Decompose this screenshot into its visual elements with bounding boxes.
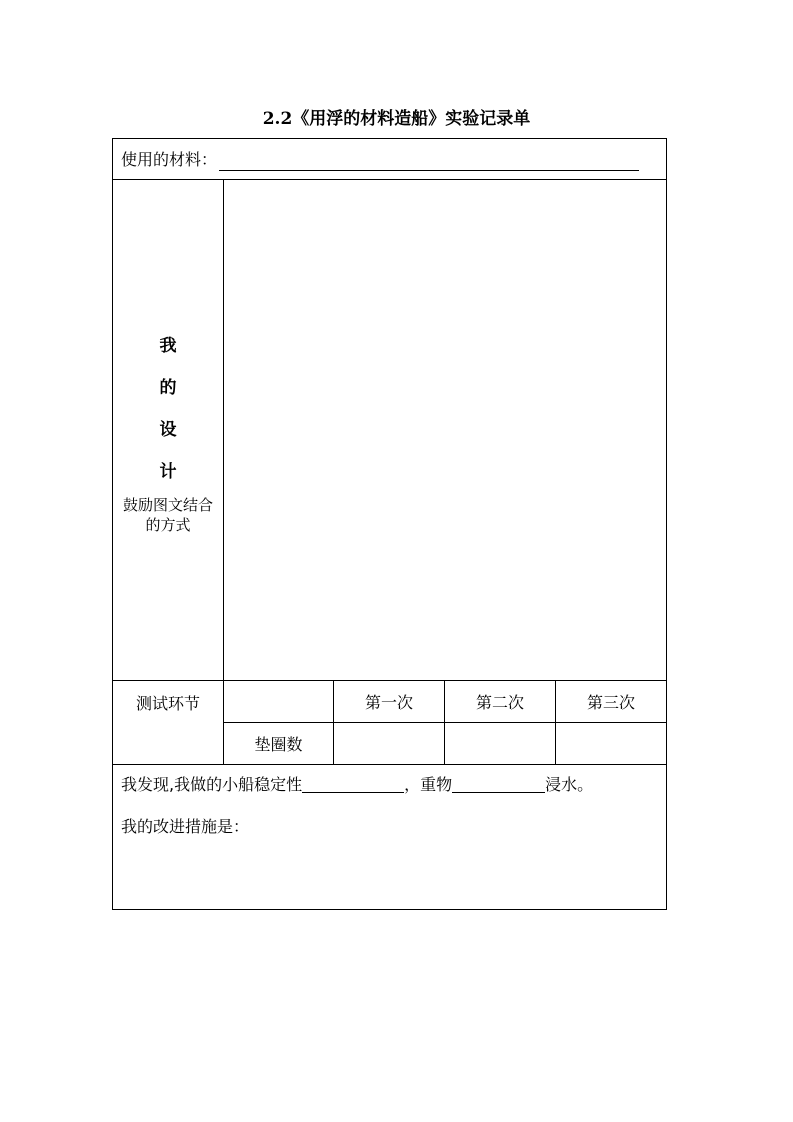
- design-hint: [113, 495, 223, 535]
- washer-count-cell[interactable]: [556, 723, 667, 765]
- test-column-header: 第三次: [556, 681, 667, 723]
- materials-blank-line[interactable]: [219, 152, 639, 171]
- test-header-row: [113, 681, 667, 723]
- design-row: [113, 180, 667, 681]
- washer-count-cell[interactable]: [445, 723, 556, 765]
- design-char: 计: [159, 462, 177, 482]
- design-char: 的: [159, 378, 177, 398]
- improvement-label: 我的改进措施是：: [121, 817, 250, 836]
- materials-label: 使用的材料：: [121, 150, 218, 169]
- findings-prefix: 我发现,我做的小船稳定性: [121, 775, 303, 794]
- stability-blank[interactable]: [302, 775, 404, 793]
- design-drawing-area[interactable]: [224, 180, 667, 681]
- washer-count-label: 垫圈数: [224, 723, 334, 765]
- washer-count-cell[interactable]: [334, 723, 445, 765]
- record-sheet-table: [112, 138, 667, 910]
- findings-middle: ，重物: [404, 775, 453, 794]
- test-header-empty-cell: [224, 681, 334, 723]
- findings-line: [121, 775, 658, 795]
- design-char: 我: [159, 336, 177, 356]
- findings-cell: [113, 765, 667, 910]
- page-title: 2.2《用浮的材料造船》实验记录单: [262, 109, 531, 129]
- cargo-blank[interactable]: [452, 775, 545, 793]
- findings-suffix: 浸水。: [545, 775, 594, 794]
- design-hint-line: 鼓励图文结合: [122, 496, 213, 514]
- test-column-header: 第一次: [334, 681, 445, 723]
- design-label-cell: [113, 180, 224, 681]
- design-hint-line: 的方式: [145, 516, 191, 534]
- materials-row: [113, 139, 667, 180]
- test-section-label: 测试环节: [113, 681, 224, 765]
- findings-row: [113, 765, 667, 910]
- test-column-header: 第二次: [445, 681, 556, 723]
- design-char: 设: [159, 420, 177, 440]
- materials-cell[interactable]: [113, 139, 667, 180]
